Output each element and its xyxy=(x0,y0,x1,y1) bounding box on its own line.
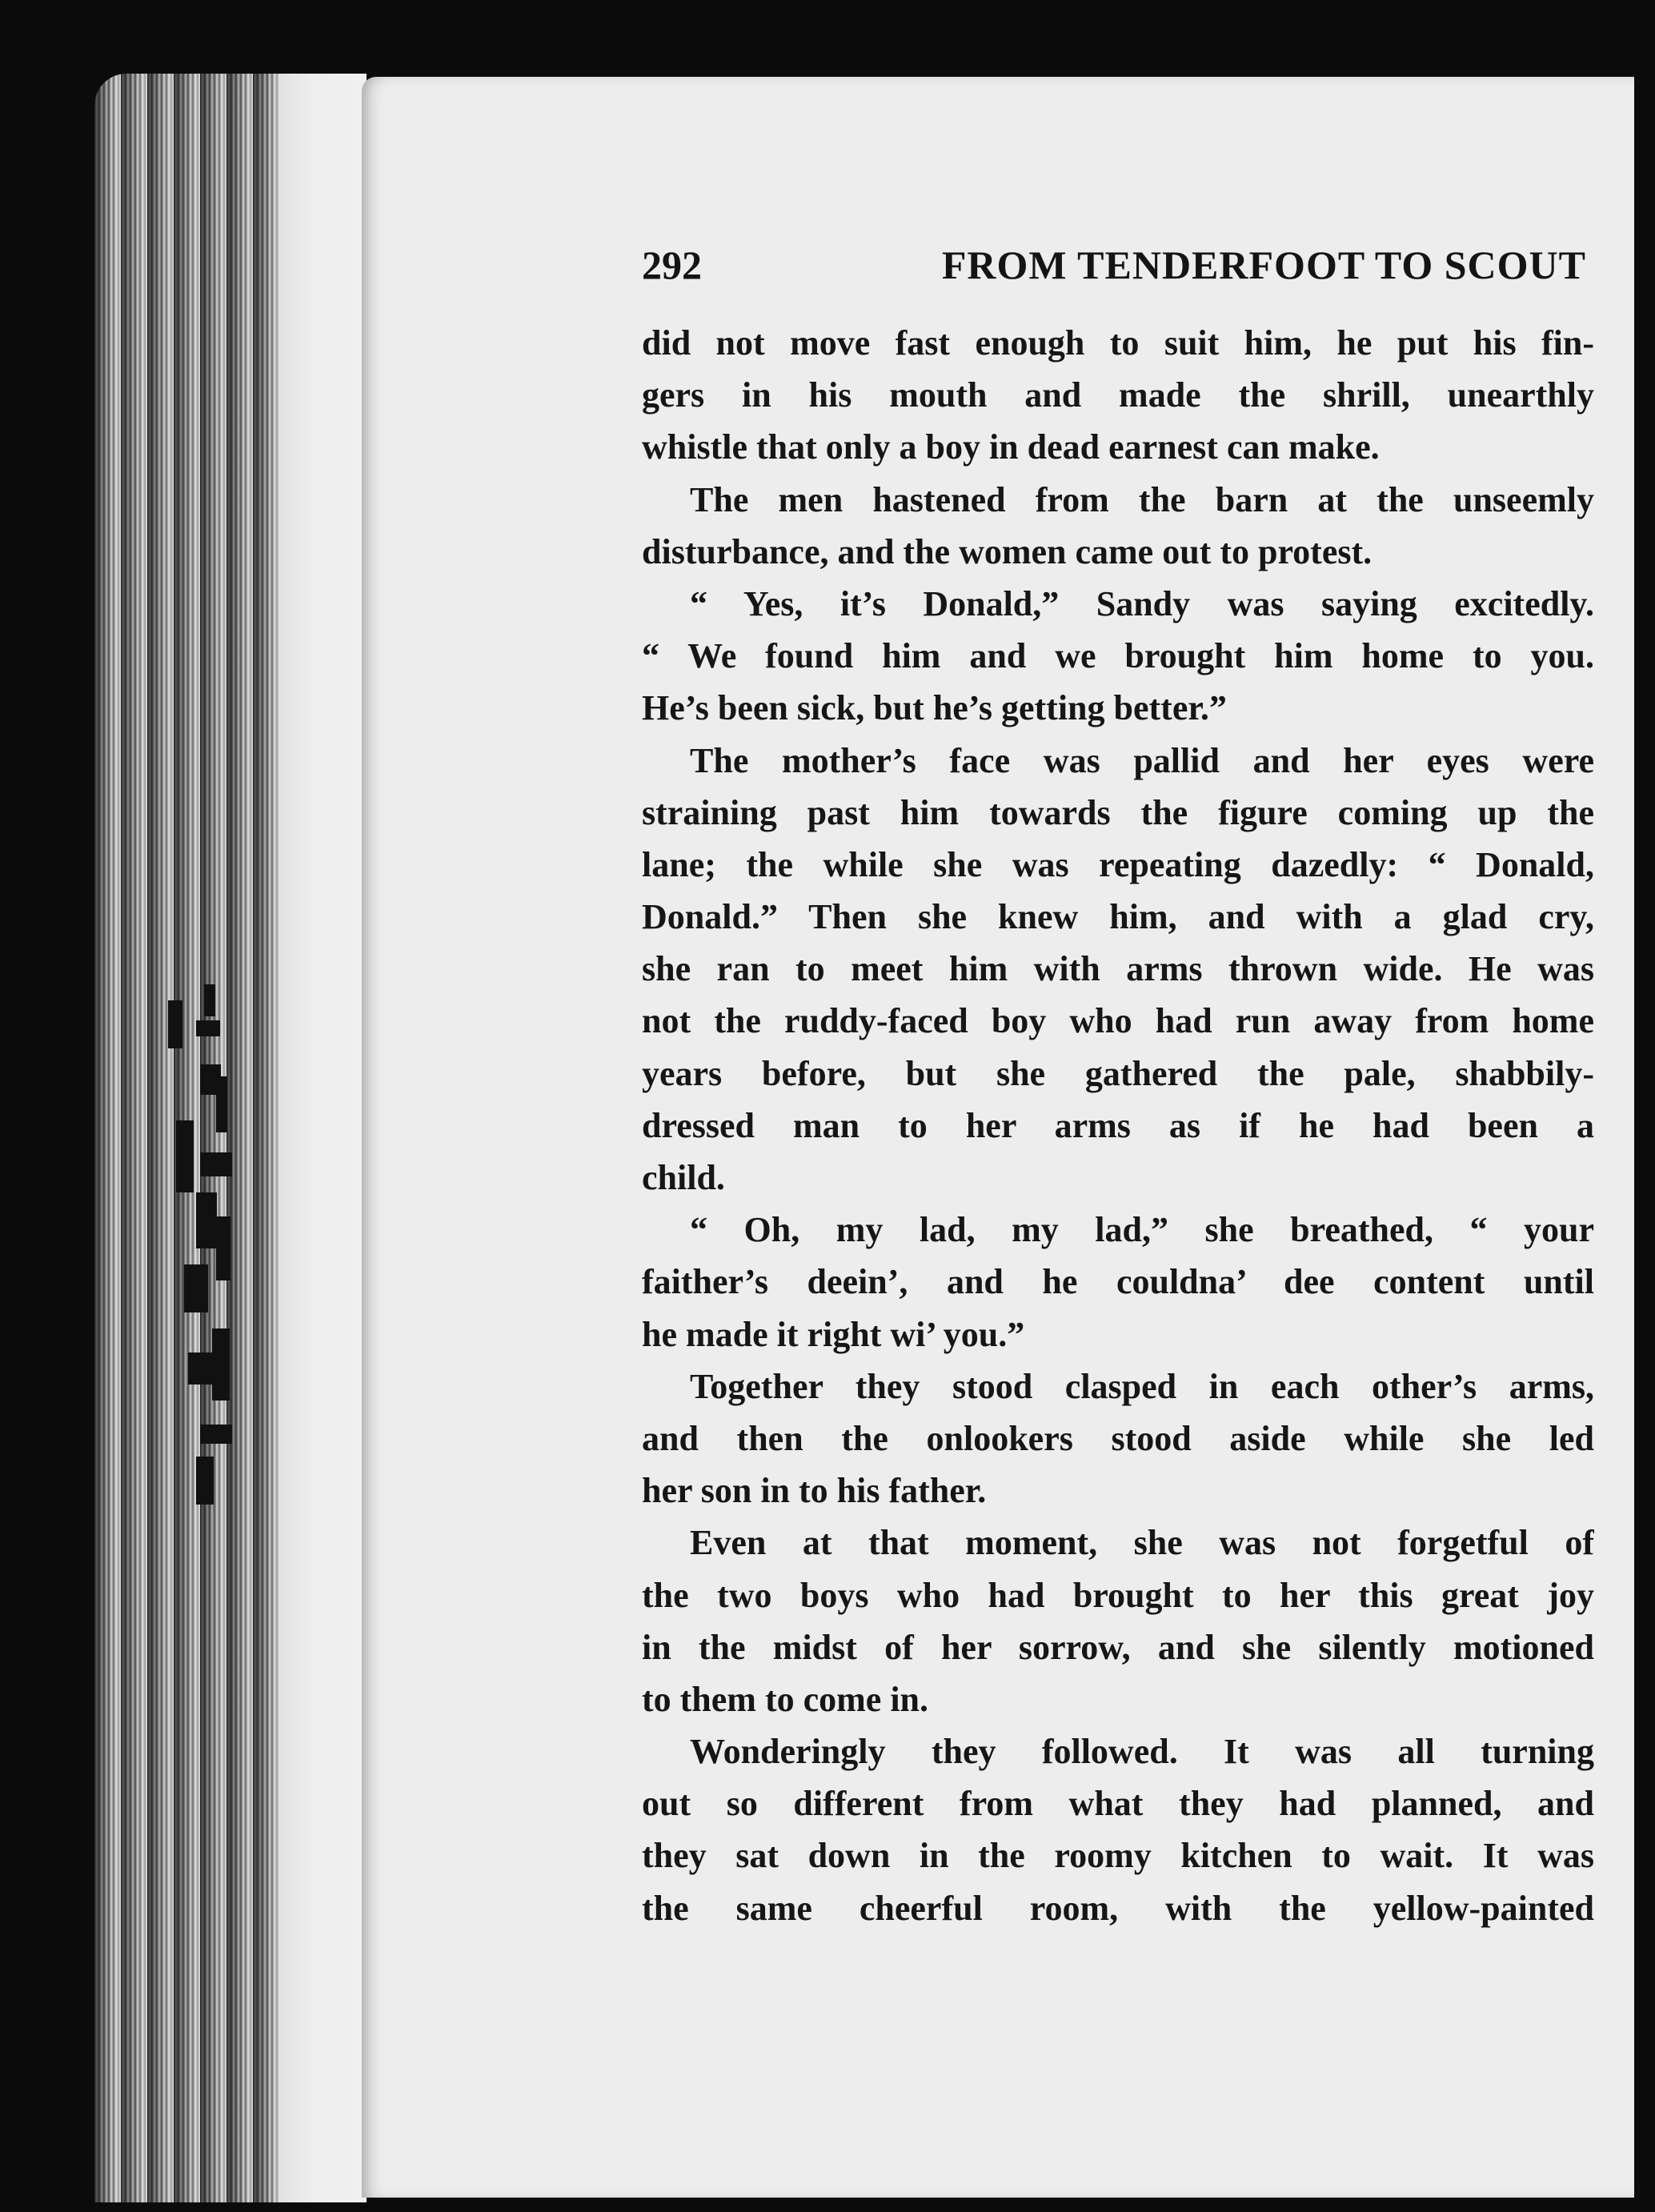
text-line: gers in his mouth and made the shrill, unearthly xyxy=(642,375,1594,415)
text-line: The mother’s face was pallid and her eyes were xyxy=(690,740,1594,780)
text-line: disturbance, and the women came out to protest. xyxy=(642,531,1372,571)
text-line: faither’s deein’, and he couldna’ dee content until xyxy=(642,1262,1594,1302)
text-line: Wonderingly they followed. It was all turning xyxy=(690,1732,1594,1772)
page-number: 292 xyxy=(642,242,702,287)
text-line: out so different from what they had planned, and xyxy=(642,1784,1594,1824)
text-line: Together they stood clasped in each other’s arms, xyxy=(690,1366,1594,1406)
text-line: he made it right wi’ you.” xyxy=(642,1314,1025,1354)
running-head xyxy=(642,242,1586,288)
text-line: straining past him towards the figure coming up the xyxy=(642,792,1594,832)
text-line: her son in to his father. xyxy=(642,1471,987,1511)
text-line: to them to come in. xyxy=(642,1679,929,1719)
text-line: years before, but she gathered the pale, shabbily- xyxy=(642,1053,1594,1093)
book-title: FROM TENDERFOOT TO SCOUT xyxy=(941,242,1586,287)
text-line: in the midst of her sorrow, and she silently motioned xyxy=(642,1627,1594,1667)
text-line: Even at that moment, she was not forgetful of xyxy=(690,1523,1594,1563)
text-line: dressed man to her arms as if he had been a xyxy=(642,1105,1594,1145)
text-line: The men hastened from the barn at the unseemly xyxy=(690,479,1594,519)
text-line: and then the onlookers stood aside while she led xyxy=(642,1418,1594,1458)
text-line: child. xyxy=(642,1158,725,1197)
text-line: Donald.” Then she knew him, and with a glad cry, xyxy=(642,897,1594,937)
text-line: the same cheerful room, with the yellow-painted xyxy=(642,1888,1594,1928)
text-line: “ We found him and we brought him home to you. xyxy=(642,636,1594,676)
text-line: “ Oh, my lad, my lad,” she breathed, “ your xyxy=(690,1210,1594,1250)
text-line: they sat down in the roomy kitchen to wait. It was xyxy=(642,1836,1594,1876)
text-line: not the ruddy-faced boy who had run away from home xyxy=(642,1001,1594,1041)
text-line: whistle that only a boy in dead earnest can make. xyxy=(642,427,1380,467)
text-line: “ Yes, it’s Donald,” Sandy was saying excitedly. xyxy=(690,583,1594,623)
text-line: she ran to meet him with arms thrown wide. He was xyxy=(642,949,1594,989)
spine-ink-marks xyxy=(120,976,256,1521)
book-page xyxy=(362,77,1634,2198)
text-line: He’s been sick, but he’s getting better.” xyxy=(642,688,1227,728)
text-line: the two boys who had brought to her this great joy xyxy=(642,1575,1594,1615)
text-line: lane; the while she was repeating dazedly: “ Donald, xyxy=(642,844,1594,884)
body-text xyxy=(642,317,1594,1934)
text-line: did not move fast enough to suit him, he put his fin- xyxy=(642,323,1594,363)
